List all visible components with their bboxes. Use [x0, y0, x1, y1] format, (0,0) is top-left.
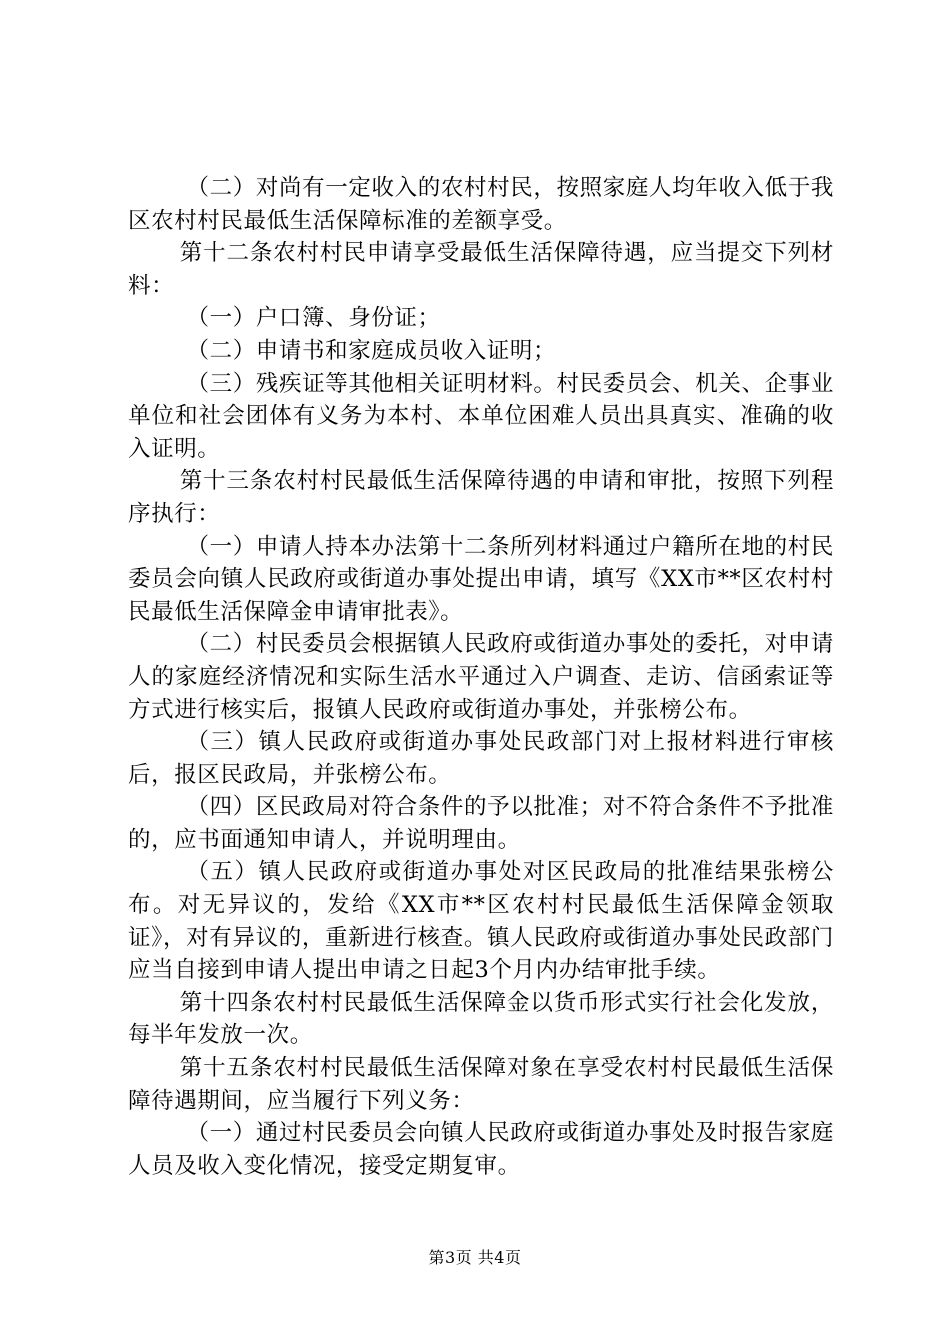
document-body: [128, 172, 834, 1182]
paragraph: （三）镇人民政府或街道办事处民政部门对上报材料进行审核后，报区民政局，并张榜公布。: [128, 729, 834, 788]
paragraph: 第十五条农村村民最低生活保障对象在享受农村村民最低生活保障待遇期间，应当履行下列义务：: [128, 1055, 834, 1114]
paragraph: （一）通过村民委员会向镇人民政府或街道办事处及时报告家庭人员及收入变化情况，接受定期复审。: [128, 1120, 834, 1179]
paragraph: （一）申请人持本办法第十二条所列材料通过户籍所在地的村民委员会向镇人民政府或街道办事处提出申请，填写《XX市**区农村村民最低生活保障金申请审批表》。: [128, 533, 834, 625]
paragraph: 第十二条农村村民申请享受最低生活保障待遇，应当提交下列材料：: [128, 240, 834, 299]
page-footer: 第3页 共4页: [428, 1248, 522, 1267]
paragraph: （五）镇人民政府或街道办事处对区民政局的批准结果张榜公布。对无异议的，发给《XX市**区农村村民最低生活保障金领取证》，对有异议的，重新进行核查。镇人民政府或街道办事处民政部门应当自接到申请人提出申请之日起3个月内办结审批手续。: [128, 859, 834, 984]
paragraph: 第十三条农村村民最低生活保障待遇的申请和审批，按照下列程序执行：: [128, 468, 834, 527]
paragraph: （三）残疾证等其他相关证明材料。村民委员会、机关、企事业单位和社会团体有义务为本村、本单位困难人员出具真实、准确的收入证明。: [128, 370, 834, 462]
paragraph: （四）区民政局对符合条件的予以批准；对不符合条件不予批准的，应书面通知申请人，并说明理由。: [128, 794, 834, 853]
paragraph: （二）申请书和家庭成员收入证明；: [186, 337, 557, 364]
paragraph: 第十四条农村村民最低生活保障金以货币形式实行社会化发放，每半年发放一次。: [128, 989, 834, 1049]
paragraph: （一）户口簿、身份证；: [186, 305, 441, 332]
paragraph: （二）对尚有一定收入的农村村民，按照家庭人均年收入低于我区农村村民最低生活保障标准的差额享受。: [128, 175, 834, 234]
paragraph: （二）村民委员会根据镇人民政府或街道办事处的委托，对申请人的家庭经济情况和实际生活水平通过入户调查、走访、信函索证等方式进行核实后，报镇人民政府或街道办事处，并张榜公布。: [128, 631, 834, 723]
